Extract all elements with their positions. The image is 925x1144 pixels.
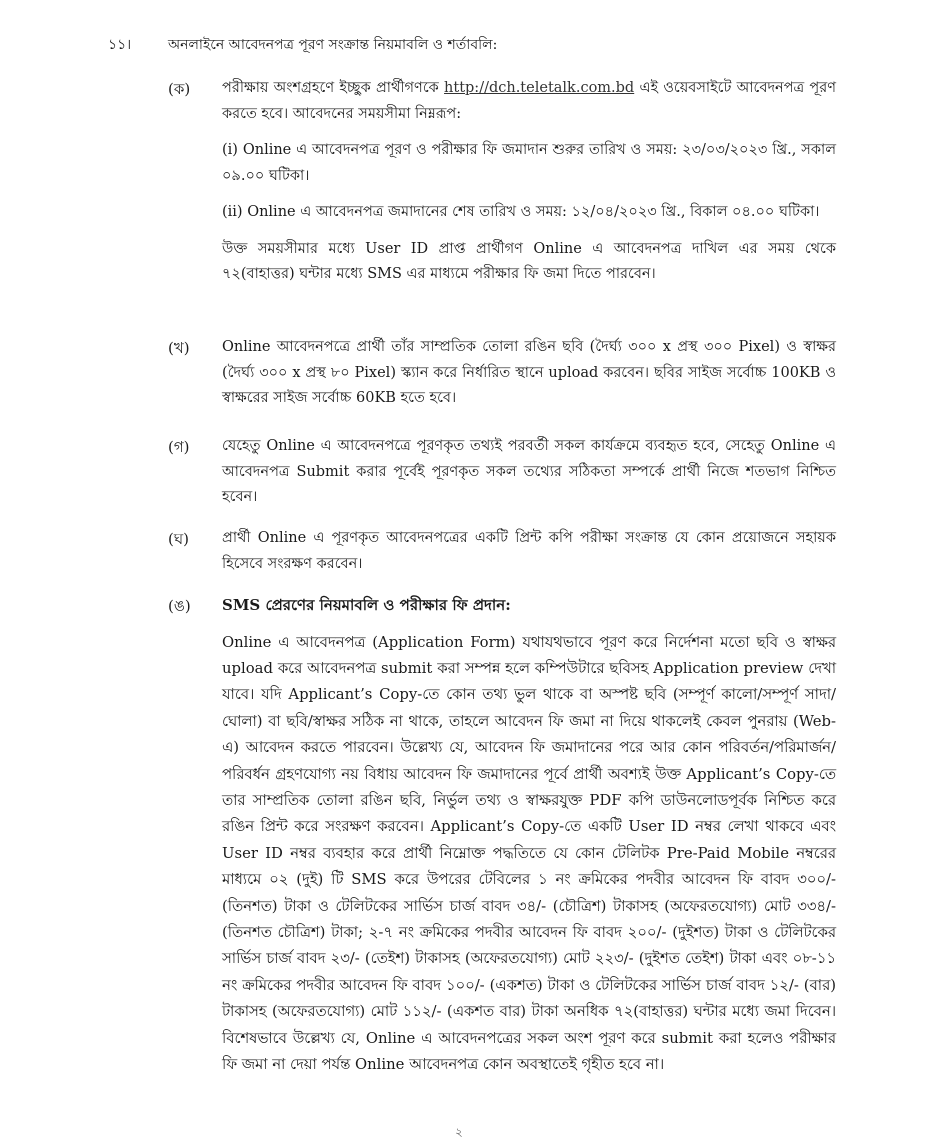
item-ka-body <box>222 76 836 288</box>
item-kha-label: (খ) <box>168 339 190 357</box>
accuracy-rule: যেহেতু Online এ আবেদনপত্রে পূরণকৃত তথ্যই পরবর্তী সকল কার্যক্রমে ব্যবহৃত হবে, সেহেতু Online এ আবেদনপত্র Submit করার পূর্বেই পূরণকৃত সকল তথ্যের সঠিকতা সম্পর্কে প্রার্থী নিজে শতভাগ নিশ্চিত হবেন। <box>222 438 836 505</box>
item-gha <box>168 526 836 588</box>
sms-rules-paragraph: Online এ আবেদনপত্র (Application Form) যথাযথভাবে পূরণ করে নির্দেশনা মতো ছবি ও স্বাক্ষর upload করে আবেদনপত্র submit করা সম্পন্ন হলে কম্পিউটারে ছবিসহ Application preview দেখা যাবে। যদি Applicant’s Copy-তে কোন তথ্য ভুল থাকে বা অস্পষ্ট ছবি (সম্পূর্ণ কালো/সম্পূর্ণ সাদা/ঘোলা) বা ছবি/স্বাক্ষর সঠিক না থাকে, তাহলে আবেদন ফি জমা না দিয়ে থাকলেই কেবল পুনরায় (Web-এ) আবেদন করতে পারবেন। উল্লেখ্য যে, আবেদন ফি জমাদানের পরে আর কোন পরিবর্তন/পরিমার্জন/পরিবর্ধন গ্রহণযোগ্য নয় বিধায় আবেদন ফি জমাদানের পূর্বে প্রার্থী অবশ্যই উক্ত Applicant’s Copy-তে তার সাম্প্রতিক তোলা রঙিন ছবি, নির্ভুল তথ্য ও স্বাক্ষরযুক্ত PDF কপি ডাউনলোডপূর্বক নিশ্চিত করে রঙিন প্রিন্ট করে সংরক্ষণ করবেন। Applicant’s Copy-তে একটি User ID নম্বর লেখা থাকবে এবং User ID নম্বর ব্যবহার করে প্রার্থী নিম্নোক্ত পদ্ধতিতে যে কোন টেলিটক Pre-Paid Mobile নম্বরের মাধ্যমে ০২ (দুই) টি SMS করে উপরের টেবিলের ১ নং ক্রমিকের পদবীর আবেদন ফি বাবদ ৩০০/- (তিনশত) টাকা ও টেলিটকের সার্ভিস চার্জ বাবদ ৩৪/- (চৌত্রিশ) টাকাসহ (অফেরতযোগ্য) মোট ৩৩৪/- (তিনশত চৌত্রিশ) টাকা; ২-৭ নং ক্রমিকের পদবীর আবেদন ফি বাবদ ২০০/- (দুইশত) টাকা ও টেলিটকের সার্ভিস চার্জ বাবদ ২৩/- (তেইশ) টাকাসহ (অফেরতযোগ্য) মোট ২২৩/- (দুইশত তেইশ) টাকা এবং ০৮-১১ নং ক্রমিকের পদবীর আবেদন ফি বাবদ ১০০/- (একশত) টাকা ও টেলিটকের সার্ভিস চার্জ বাবদ ১২/- (বার) টাকাসহ (অফেরতযোগ্য) মোট ১১২/- (একশত বার) টাকা অনধিক ৭২(বাহাত্তর) ঘন্টার মধ্যে জমা দিবেন। বিশেষভাবে উল্লেখ্য যে, Online এ আবেদনপত্রের সকল অংশ পূরণ করে submit করা হলেও পরীক্ষার ফি জমা না দেয়া পর্যন্ত Online আবেদনপত্র কোন অবস্থাতেই গৃহীত হবে না। <box>222 633 836 1073</box>
item-uma <box>168 593 836 1089</box>
start-date-line: (i) Online এ আবেদনপত্র পূরণ ও পরীক্ষার ফি জমাদান শুরুর তারিখ ও সময়: ২৩/০৩/২০২৩ খ্রি., সকাল ০৯.০০ ঘটিকা। <box>222 142 836 184</box>
item-kha-body <box>222 335 836 412</box>
section-heading <box>108 34 497 56</box>
item-ka-label: (ক) <box>168 80 191 98</box>
sms-deadline-note: উক্ত সময়সীমার মধ্যে User ID প্রাপ্ত প্রার্থীগণ Online এ আবেদনপত্র দাখিল এর সময় থেকে ৭২(বাহাত্তর) ঘন্টার মধ্যে SMS এর মাধ্যমে পরীক্ষার ফি জমা দিতে পারবেন। <box>222 240 836 282</box>
item-ga-body <box>222 434 836 511</box>
item-ka-text-after: এই ওয়েবসাইটে আবেদনপত্র পূরণ করতে হবে। আবেদনের সময়সীমা নিম্নরূপ: <box>222 80 837 122</box>
item-ka-text-before: পরীক্ষায় অংশগ্রহণে ইচ্ছুক প্রার্থীগণকে <box>222 80 439 96</box>
section-title: অনলাইনে আবেদনপত্র পূরণ সংক্রান্ত নিয়মাবলি ও শর্তাবলি: <box>168 37 498 53</box>
item-uma-body <box>222 593 836 1078</box>
item-ka-intro <box>222 76 836 127</box>
sms-rules-heading: SMS প্রেরণের নিয়মাবলি ও পরীক্ষার ফি প্রদান: <box>222 596 511 614</box>
page-number: ২ <box>455 1125 463 1139</box>
print-copy-rule: প্রার্থী Online এ পূরণকৃত আবেদনপত্রের একটি প্রিন্ট কপি পরীক্ষা সংক্রান্ত যে কোন প্রয়োজনে সহায়ক হিসেবে সংরক্ষণ করবেন। <box>222 530 836 572</box>
item-gha-label: (ঘ) <box>168 530 189 548</box>
item-gha-body <box>222 526 836 577</box>
item-kha <box>168 335 836 423</box>
end-date-line: (ii) Online এ আবেদনপত্র জমাদানের শেষ তারিখ ও সময়: ১২/০৪/২০২৩ খ্রি., বিকাল ০৪.০০ ঘটিকা। <box>222 204 820 220</box>
item-uma-label: (ঙ) <box>168 597 191 615</box>
item-ga <box>168 434 836 522</box>
item-ga-label: (গ) <box>168 438 190 456</box>
website-link[interactable]: http://dch.teletalk.com.bd <box>444 80 635 96</box>
photo-signature-rule: Online আবেদনপত্রে প্রার্থী তাঁর সাম্প্রতিক তোলা রঙিন ছবি (দৈর্ঘ্য ৩০০ x প্রস্থ ৩০০ Pixel) ও স্বাক্ষর (দৈর্ঘ্য ৩০০ x প্রস্থ ৮০ Pixel) স্ক্যান করে নির্ধারিত স্থানে upload করবেন। ছবির সাইজ সর্বোচ্চ 100KB ও স্বাক্ষরের সাইজ সর্বোচ্চ 60KB হতে হবে। <box>222 339 836 406</box>
section-number: ১১। <box>108 37 132 53</box>
item-ka <box>168 76 836 299</box>
